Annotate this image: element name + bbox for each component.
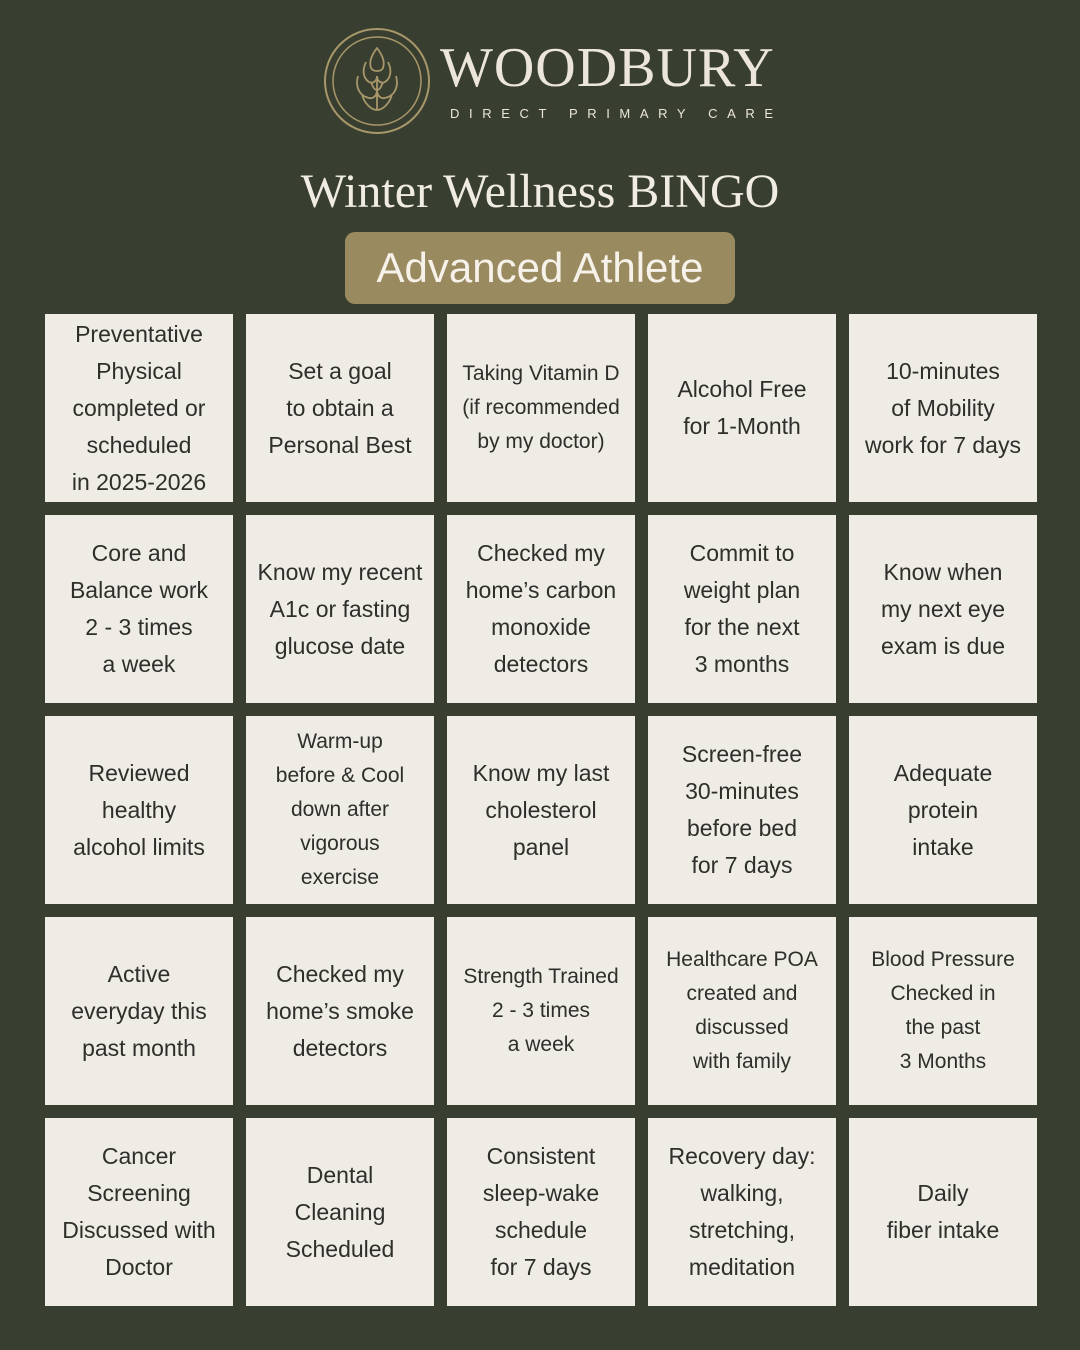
bingo-cell[interactable] [849, 917, 1037, 1105]
bingo-cell-label: Set a goal to obtain a Personal Best [268, 357, 412, 458]
bingo-cell-label: Preventative Physical completed or scheduled in 2025-2026 [71, 320, 207, 495]
bingo-cell-label: Warm-up before & Cool down after vigorous exercise [275, 730, 405, 889]
bingo-cell[interactable] [246, 917, 434, 1105]
bingo-cell-label: 10-minutes of Mobility work for 7 days [865, 357, 1021, 458]
bingo-cell-label: Cancer Screening Discussed with Doctor [62, 1143, 216, 1280]
bingo-cell-label: Consistent sleep-wake schedule for 7 days [482, 1143, 600, 1280]
bingo-cell[interactable] [648, 314, 836, 502]
brand-logo [322, 26, 783, 138]
bingo-cell[interactable] [45, 314, 233, 502]
bingo-cell[interactable] [648, 917, 836, 1105]
bingo-cell-label: Checked my home’s carbon monoxide detectors [465, 540, 617, 677]
bingo-cell-label: Checked my home’s smoke detectors [266, 960, 414, 1061]
artichoke-flower-icon [322, 26, 432, 136]
bingo-cell[interactable] [45, 917, 233, 1105]
bingo-cell[interactable] [246, 314, 434, 502]
bingo-cell-label: Blood Pressure Checked in the past 3 Months [871, 948, 1015, 1073]
bingo-cell-label: Active everyday this past month [71, 960, 207, 1061]
bingo-cell[interactable] [447, 917, 635, 1105]
bingo-cell-label: Screen-free 30-minutes before bed for 7 days [681, 741, 803, 878]
bingo-cell-label: Healthcare POA created and discussed with family [666, 948, 818, 1073]
bingo-cell[interactable] [45, 515, 233, 703]
bingo-cell-label: Adequate protein intake [893, 759, 993, 860]
bingo-cell[interactable] [447, 716, 635, 904]
page-title: Winter Wellness BINGO [300, 165, 780, 218]
bingo-cell[interactable] [246, 716, 434, 904]
bingo-cell-label: Know when my next eye exam is due [880, 558, 1005, 659]
bingo-cell-label: Taking Vitamin D (if recommended by my doctor) [462, 362, 620, 453]
bingo-cell[interactable] [447, 515, 635, 703]
bingo-cell[interactable] [45, 716, 233, 904]
bingo-cell-label: Alcohol Free for 1-Month [677, 376, 807, 439]
bingo-cell[interactable] [246, 515, 434, 703]
bingo-cell-label: Strength Trained 2 - 3 times a week [463, 965, 619, 1056]
bingo-cell-label: Reviewed healthy alcohol limits [73, 759, 205, 860]
bingo-cell[interactable] [648, 515, 836, 703]
bingo-cell-label: Know my recent A1c or fasting glucose date [257, 558, 423, 659]
bingo-cell[interactable] [648, 716, 836, 904]
brand-tagline: DIRECT PRIMARY CARE [450, 106, 783, 121]
level-badge: Advanced Athlete [345, 232, 735, 304]
bingo-cell[interactable] [447, 314, 635, 502]
bingo-cell[interactable] [849, 515, 1037, 703]
bingo-cell-label: Know my last cholesterol panel [472, 759, 610, 860]
bingo-grid [45, 314, 1037, 1306]
bingo-cell[interactable] [447, 1118, 635, 1306]
bingo-cell-label: Commit to weight plan for the next 3 months [683, 540, 801, 677]
bingo-cell-label: Recovery day: walking, stretching, meditation [668, 1143, 816, 1280]
bingo-cell[interactable] [45, 1118, 233, 1306]
bingo-cell[interactable] [849, 1118, 1037, 1306]
brand-name: WOODBURY [440, 37, 775, 99]
bingo-cell-label: Daily fiber intake [886, 1180, 1000, 1243]
bingo-cell[interactable] [246, 1118, 434, 1306]
bingo-cell[interactable] [849, 314, 1037, 502]
bingo-cell[interactable] [648, 1118, 836, 1306]
bingo-cell[interactable] [849, 716, 1037, 904]
bingo-cell-label: Core and Balance work 2 - 3 times a week [69, 540, 209, 677]
bingo-cell-label: Dental Cleaning Scheduled [285, 1161, 395, 1262]
